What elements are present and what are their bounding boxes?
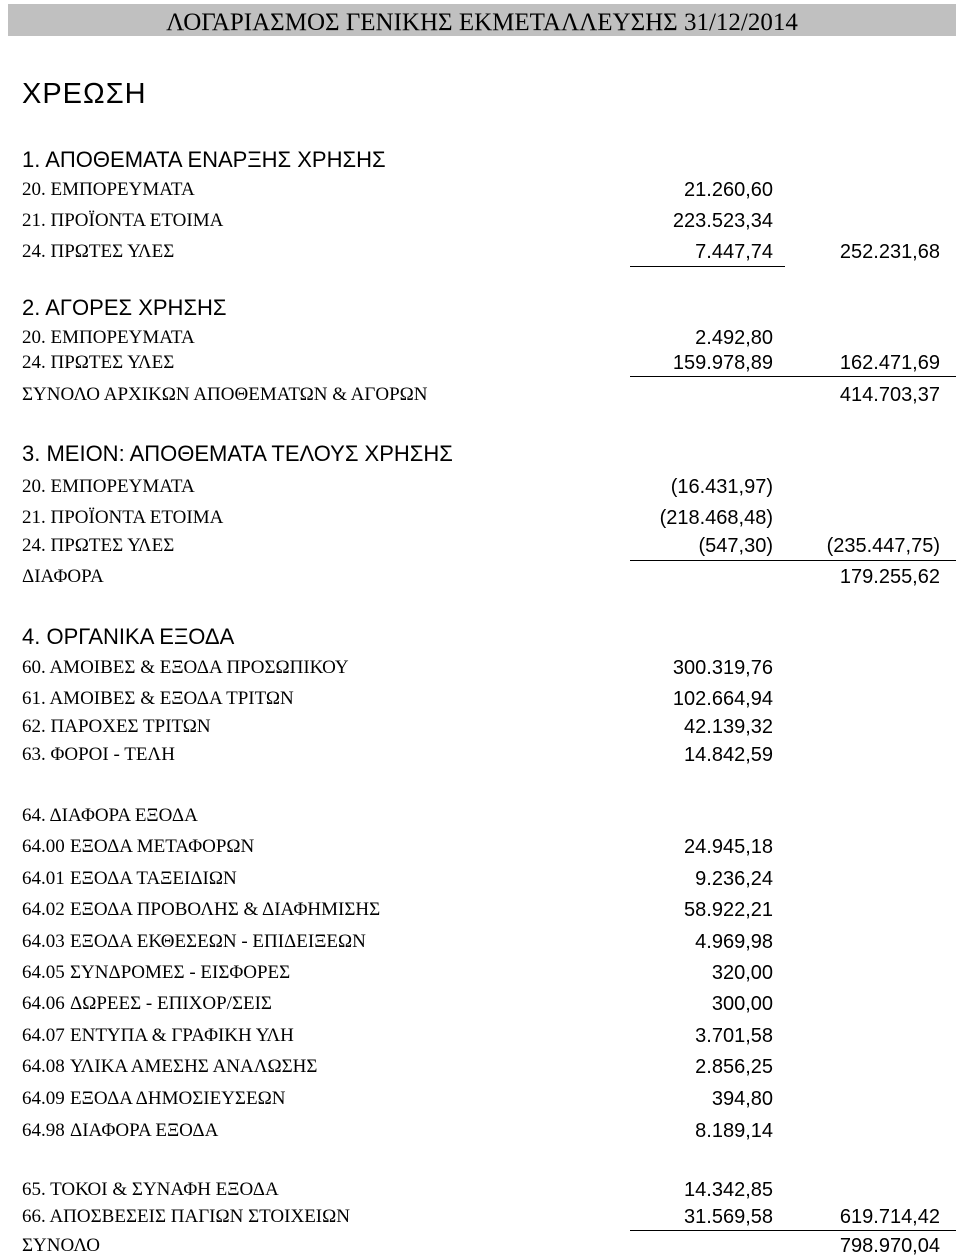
table-row [0,930,960,954]
summary-row [0,383,960,407]
row-label: 24. ΠΡΩΤΕΣ ΥΛΕΣ [22,535,175,556]
table-row [0,1055,960,1079]
row-total: (235.447,75) [826,535,940,557]
row-label: 21. ΠΡΟΪΟΝΤΑ ΕΤΟΙΜΑ [22,210,224,231]
table-row [0,240,960,264]
row-label [22,1087,285,1111]
table-row [0,867,960,891]
section-4-title: 4. ΟΡΓΑΝΙΚΑ ΕΞΟΔΑ [22,624,235,649]
row-label: 61. ΑΜΟΙΒΕΣ & ΕΞΟΔΑ ΤΡΙΤΩΝ [22,688,294,709]
grand-total-row [0,1234,960,1258]
row-code: 64.09 [22,1088,65,1109]
table-row [0,687,960,711]
row-text: ΕΞΟΔΑ ΠΡΟΒΟΛΗΣ & ΔΙΑΦΗΜΙΣΗΣ [70,899,381,920]
row-value: 2.856,25 [695,1056,773,1078]
section-2-title: 2. ΑΓΟΡΕΣ ΧΡΗΣΗΣ [22,295,227,320]
row-label [22,1055,317,1079]
table-row [0,835,960,859]
row-code: 64.05 [22,962,65,983]
table-row [0,1087,960,1111]
row-label: 60. ΑΜΟΙΒΕΣ & ΕΞΟΔΑ ΠΡΟΣΩΠΙΚΟΥ [22,657,349,678]
row-label: 63. ΦΟΡΟΙ - ΤΕΛΗ [22,744,175,765]
row-text: ΕΞΟΔΑ ΕΚΘΕΣΕΩΝ - ΕΠΙΔΕΙΞΕΩΝ [70,931,366,952]
table-row [0,534,960,558]
row-label: 20. ΕΜΠΟΡΕΥΜΑΤΑ [22,476,195,497]
row-total: 252.231,68 [839,241,940,263]
grand-total-value: 798.970,04 [839,1235,940,1257]
row-label [22,961,290,985]
row-value: (16.431,97) [670,476,773,498]
title-bar [8,4,956,36]
row-code: 64.06 [22,993,65,1014]
row-label [22,898,380,922]
subsection-label: 64. ΔΙΑΦΟΡΑ ΕΞΟΔΑ [22,805,198,826]
row-value: (547,30) [698,535,773,557]
row-label: 66. ΑΠΟΣΒΕΣΕΙΣ ΠΑΓΙΩΝ ΣΤΟΙΧΕΙΩΝ [22,1206,350,1227]
row-code: 64.08 [22,1056,65,1077]
table-row [0,1205,960,1229]
row-text: ΕΞΟΔΑ ΔΗΜΟΣΙΕΥΣΕΩΝ [70,1088,286,1109]
row-text: ΥΛΙΚΑ ΑΜΕΣΗΣ ΑΝΑΛΩΣΗΣ [70,1056,318,1077]
row-value: 102.664,94 [672,688,773,710]
row-label: 20. ΕΜΠΟΡΕΥΜΑΤΑ [22,179,195,200]
row-value: 300,00 [711,993,773,1015]
row-text: ΣΥΝΔΡΟΜΕΣ - ΕΙΣΦΟΡΕΣ [70,962,291,983]
row-value: 21.260,60 [684,179,773,201]
row-total: 619.714,42 [839,1206,940,1228]
table-row [0,1178,960,1202]
table-row [0,961,960,985]
row-text: ΕΝΤΥΠΑ & ΓΡΑΦΙΚΗ ΥΛΗ [70,1025,294,1046]
row-text: ΔΙΑΦΟΡΑ ΕΞΟΔΑ [70,1120,219,1141]
underline [630,1230,956,1231]
table-row [0,992,960,1016]
table-row [0,1119,960,1143]
row-label [22,1119,218,1143]
row-value: 320,00 [711,962,773,984]
row-value: 58.922,21 [684,899,773,921]
row-label: 21. ΠΡΟΪΟΝΤΑ ΕΤΟΙΜΑ [22,507,224,528]
row-text: ΕΞΟΔΑ ΤΑΞΕΙΔΙΩΝ [70,868,237,889]
row-code: 64.01 [22,868,65,889]
row-label [22,992,272,1016]
underline [630,560,956,561]
debit-heading: ΧΡΕΩΣΗ [22,78,147,110]
row-code: 64.00 [22,836,65,857]
subsection-64-title [0,804,960,828]
difference-label: ΔΙΑΦΟΡΑ [22,566,104,587]
row-label: 24. ΠΡΩΤΕΣ ΥΛΕΣ [22,241,175,262]
row-value: 223.523,34 [672,210,773,232]
document-title: ΛΟΓΑΡΙΑΣΜΟΣ ΓΕΝΙΚΗΣ ΕΚΜΕΤΑΛΛΕΥΣΗΣ 31/12/2014 [166,9,798,36]
difference-value: 179.255,62 [839,566,940,588]
row-value: 14.842,59 [684,744,773,766]
table-row [0,506,960,530]
row-value: 9.236,24 [695,868,773,890]
grand-total-label: ΣΥΝΟΛΟ [22,1235,101,1256]
table-row [0,898,960,922]
row-label [22,930,366,954]
row-value: 8.189,14 [695,1120,773,1142]
table-row [0,743,960,767]
row-label: 62. ΠΑΡΟΧΕΣ ΤΡΙΤΩΝ [22,716,211,737]
table-row [0,209,960,233]
row-label: 65. ΤΟΚΟΙ & ΣΥΝΑΦΗ ΕΞΟΔΑ [22,1179,279,1200]
table-row [0,178,960,202]
row-label [22,835,254,859]
row-label [22,867,237,891]
row-code: 64.98 [22,1120,65,1141]
table-row [0,475,960,499]
row-value: 42.139,32 [684,716,773,738]
row-label: 20. ΕΜΠΟΡΕΥΜΑΤΑ [22,327,195,348]
row-total: 162.471,69 [839,352,940,374]
summary-value: 414.703,37 [839,384,940,406]
table-row [0,326,960,350]
row-value: 300.319,76 [672,657,773,679]
underline [630,376,956,377]
row-text: ΔΩΡΕΕΣ - ΕΠΙΧΟΡ/ΣΕΙΣ [70,993,272,1014]
section-3-title: 3. ΜΕΙΟΝ: ΑΠΟΘΕΜΑΤΑ ΤΕΛΟΥΣ ΧΡΗΣΗΣ [22,441,453,466]
row-value: 394,80 [711,1088,773,1110]
row-text: ΕΞΟΔΑ ΜΕΤΑΦΟΡΩΝ [70,836,255,857]
underline [630,266,785,267]
row-value: 3.701,58 [695,1025,773,1047]
table-row [0,715,960,739]
row-value: (218.468,48) [659,507,773,529]
row-value: 4.969,98 [695,931,773,953]
row-label: 24. ΠΡΩΤΕΣ ΥΛΕΣ [22,352,175,373]
table-row [0,656,960,680]
section-1-title: 1. ΑΠΟΘΕΜΑΤΑ ΕΝΑΡΞΗΣ ΧΡΗΣΗΣ [22,147,386,172]
row-value: 159.978,89 [672,352,773,374]
table-row [0,1024,960,1048]
difference-row [0,565,960,589]
row-code: 64.02 [22,899,65,920]
row-value: 2.492,80 [695,327,773,349]
row-value: 14.342,85 [684,1179,773,1201]
row-value: 24.945,18 [684,836,773,858]
row-value: 7.447,74 [695,241,773,263]
table-row [0,351,960,375]
row-code: 64.07 [22,1025,65,1046]
summary-label: ΣΥΝΟΛΟ ΑΡΧΙΚΩΝ ΑΠΟΘΕΜΑΤΩΝ & ΑΓΟΡΩΝ [22,384,428,405]
row-label [22,1024,294,1048]
row-code: 64.03 [22,931,65,952]
row-value: 31.569,58 [684,1206,773,1228]
